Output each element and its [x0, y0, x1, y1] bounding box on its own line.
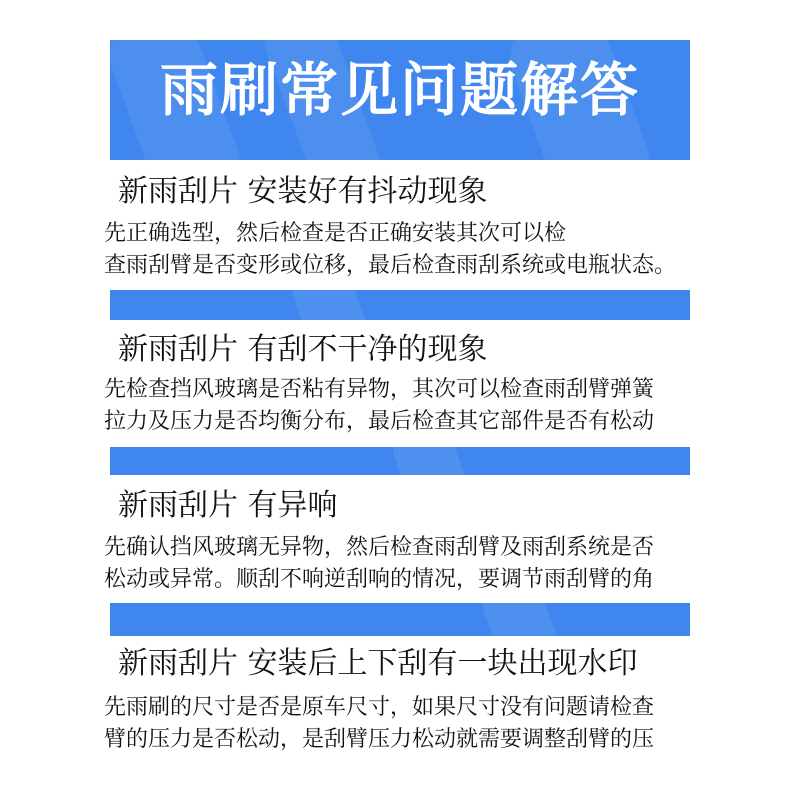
question-title-3: 新雨刮片 有异响 [118, 488, 338, 523]
answer-line-3-2: 松动或异常。顺刮不响逆刮响的情况，要调节雨刮臂的角 [104, 567, 655, 592]
question-title-2: 新雨刮片 有刮不干净的现象 [118, 332, 488, 367]
answer-line-3-1: 先确认挡风玻璃无异物，然后检查雨刮臂及雨刮系统是否 [104, 535, 655, 560]
answer-line-1-1: 先正确选型，然后检查是否正确安装其次可以检 [104, 221, 567, 246]
answer-line-2-2: 拉力及压力是否均衡分布，最后检查其它部件是否有松动 [104, 409, 655, 434]
answer-line-2-1: 先检查挡风玻璃是否粘有异物，其次可以检查雨刮臂弹簧 [104, 377, 655, 402]
answer-line-4-2: 臂的压力是否松动，是刮臂压力松动就需要调整刮臂的压 [104, 727, 655, 752]
divider-band-1 [110, 290, 690, 320]
page-title: 雨刷常见问题解答 [159, 56, 640, 124]
divider-band-2 [110, 447, 690, 475]
answer-line-4-1: 先雨刷的尺寸是否是原车尺寸，如果尺寸没有问题请检查 [104, 695, 655, 720]
divider-band-3 [110, 603, 690, 636]
answer-line-1-2: 查雨刮臂是否变形或位移，最后检查雨刮系统或电瓶状态。 [104, 253, 677, 278]
question-title-1: 新雨刮片 安装好有抖动现象 [118, 174, 488, 209]
header-banner [110, 40, 690, 160]
question-title-4: 新雨刮片 安装后上下刮有一块出现水印 [118, 646, 638, 681]
